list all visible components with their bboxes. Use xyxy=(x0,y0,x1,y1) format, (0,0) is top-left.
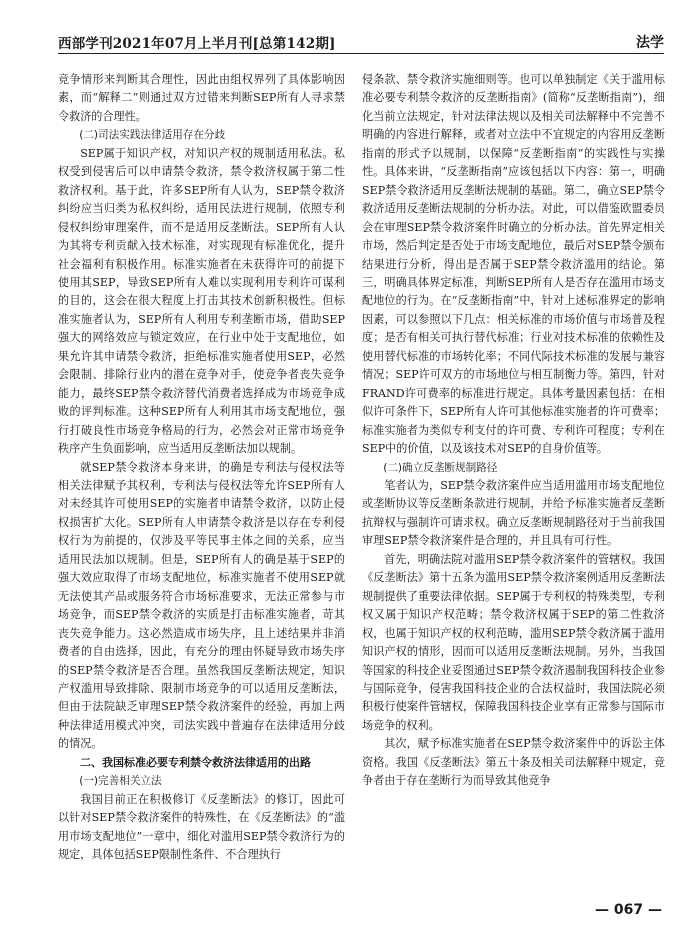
paragraph: 我国目前正在积极修订《反垄断法》的修订，因此可以针对SEP禁令救济案件的特殊性，在《反垄断法》的“滥用市场支配地位”一章中，细化对滥用SEP禁令救济行为的规定，具体包括SEP限制性条件、不合理执行 xyxy=(58,792,345,862)
section-label: 法学 xyxy=(636,35,664,51)
paragraph: 首先，明确法院对滥用SEP禁令救济案件的管辖权。我国《反垄断法》第十五条为滥用SEP禁令救济案例适用反垄断法规制提供了重要法律依据。SEP属于专利权的特殊类型，专利权又属于知识产权范畴；禁令救济权属于SEP的第二性救济权，也属于知识产权的权利范畴，滥用SEP禁令救济属于滥用知识产权的情形，因而可以适用反垄断法规制。另外，当我国等国家的科技企业妥图通过SEP禁令救济遏制我国科技企业参与国际竞争，侵害我国科技企业的合法权益时，我国法院必须积极行使案件管辖权，保障我国科技企业享有正常参与国际市场竞争的权利。 xyxy=(362,552,665,732)
running-header xyxy=(58,30,664,52)
subsection-heading: (一)完善相关立法 xyxy=(79,775,162,788)
page-number: — 067 — xyxy=(595,902,662,918)
paragraph: 笔者认为，SEP禁令救济案件应当适用滥用市场支配地位或垄断协议等反垄断条款进行规制，并给予标准实施者反垄断抗辩权与强制许可请求权。确立反垄断规制路径对于当前我国审理SEP禁令救济案件是合理的，并且具有可行性。 xyxy=(362,478,665,548)
section-heading: 二、我国标准必要专利禁令救济法律适用的出路 xyxy=(80,755,311,769)
journal-title: 西部学刊2021年07月上半月刊[总第142期] xyxy=(58,36,336,52)
paragraph: 就SEP禁令救济本身来讲，的确是专利法与侵权法等相关法律赋予其权利，专利法与侵权法等允许SEP所有人对未经其许可使用SEP的实施者申请禁令救济，以防止侵权损害扩大化。SEP所有人申请禁令救济是以存在专利侵权行为为前提的，仅涉及平等民事主体之间的关系，应当适用民法加以规制。但是，SEP所有人的确是基于SEP的强大效应取得了市场支配地位，标准实施者不使用SEP就无法使其产品或服务符合市场标准要求，无法正常参与市场竞争，而SEP禁令救济的实质是打击标准实施者，苛其丧失竞争能力。这必然造成市场失序，且上述结果并非消费者的自由选择，因此，有充分的理由怀疑导致市场失序的SEP禁令救济是否合理。虽然我国反垄断法规定，知识产权滥用导致排除、限制市场竞争的可以适用反垄断法，但由于法院缺乏审理SEP禁令救济案件的经验，再加上两种法律适用模式冲突，司法实践中普遍存在法律适用分歧的情况。 xyxy=(58,460,345,751)
paragraph: 侵条款、禁令救济实施细则等。也可以单独制定《关于滥用标准必要专利禁令救济的反垄断指南》(简称“反垄断指南”)，细化当前立法规定，针对法律法规以及相关司法解释中不完善不明确的内容进行解释，或者对立法中不宜规定的内容用反垄断指南的形式予以规制，以保障“反垄断指南”的实践性与实操性。具体来讲，“反垄断指南”应该包括以下内容：第一，明确SEP禁令救济适用反垄断法规制的基础。第二，确立SEP禁令救济适用反垄断法规制的分析办法。对此，可以借鉴欧盟委员会在审理SEP禁令救济案件时确立的分析办法。首先界定相关市场，然后判定是否处于市场支配地位，最后对SEP禁令颁布结果进行分析，得出是否属于SEP禁令救济滥用的结论。第三，明确具体界定标准，判断SEP所有人是否存在滥用市场支配地位的行为。在“反垄断指南”中，针对上述标准界定的影响因素，可以参照以下几点：相关标准的市场价值与市场普及程度；是否有相关可执行替代标准；行业对技术标准的依赖性及使用替代标准的市场转化率；不同代际技术标准的发展与兼容情况；SEP许可双方的市场地位与相互制衡力等。第四，针对FRAND许可费率的标准进行规定。具体考量因素包括：在相似许可条件下，SEP所有人许可其他标准实施者的许可费率；标准实施者为类似专利支付的许可费、专利许可程度；专利在SEP中的价值，以及该技术对SEP的自身价值等。 xyxy=(362,73,665,456)
paragraph: 其次，赋予标准实施者在SEP禁令救济案件中的诉讼主体资格。我国《反垄断法》第五十条及相关司法解释中规定，竞争者由于存在垄断行为而导致其他竞争 xyxy=(362,737,665,788)
paragraph: SEP属于知识产权，对知识产权的规制适用私法。私权受到侵害后可以申请禁令救济，禁令救济权属于第二性救济权利。基于此，许多SEP所有人认为，SEP禁令救济纠纷应当归类为私权纠纷，适用民法进行规制，依照专利侵权纠纷审理案件，而不是适用反垄断法。SEP所有人认为其将专利贡献入技术标准，对实现现有标准优化，提升社会福利有积极作用。标准实施者在未获得许可的前提下使用其SEP，导致SEP所有人难以实现利用专利许可谋利的目的，这会在很大程度上打击其技术创新积极性。但标准实施者认为，SEP所有人利用专利垄断市场，借助SEP强大的网络效应与锁定效应，在行业中处于支配地位，如果允许其申请禁令救济，拒绝标准实施者使用SEP，必然会限制、排除行业内的潜在竞争对手，使竞争者丧失竞争能力，最终SEP禁令救济替代消费者选择成为市场竞争成败的评判标准。这种SEP所有人利用其市场支配地位，强行打破良性市场竞争格局的行为，必然会对正常市场竞争秩序产生负面影响，应当适用反垄断法加以规制。 xyxy=(58,146,345,456)
left-column xyxy=(58,71,345,864)
subsection-heading: (二)确立反垄断规制路径 xyxy=(383,461,498,474)
right-column xyxy=(362,71,665,791)
paragraph: 竞争情形来判断其合理性，因此由组权界列了具体影响因素，而“解释二”则通过双方过错来判断SEP所有人寻求禁令救济的合理性。 xyxy=(58,73,345,123)
header-rule xyxy=(58,53,664,54)
subsection-heading: (二)司法实践法律适用存在分歧 xyxy=(79,129,226,142)
